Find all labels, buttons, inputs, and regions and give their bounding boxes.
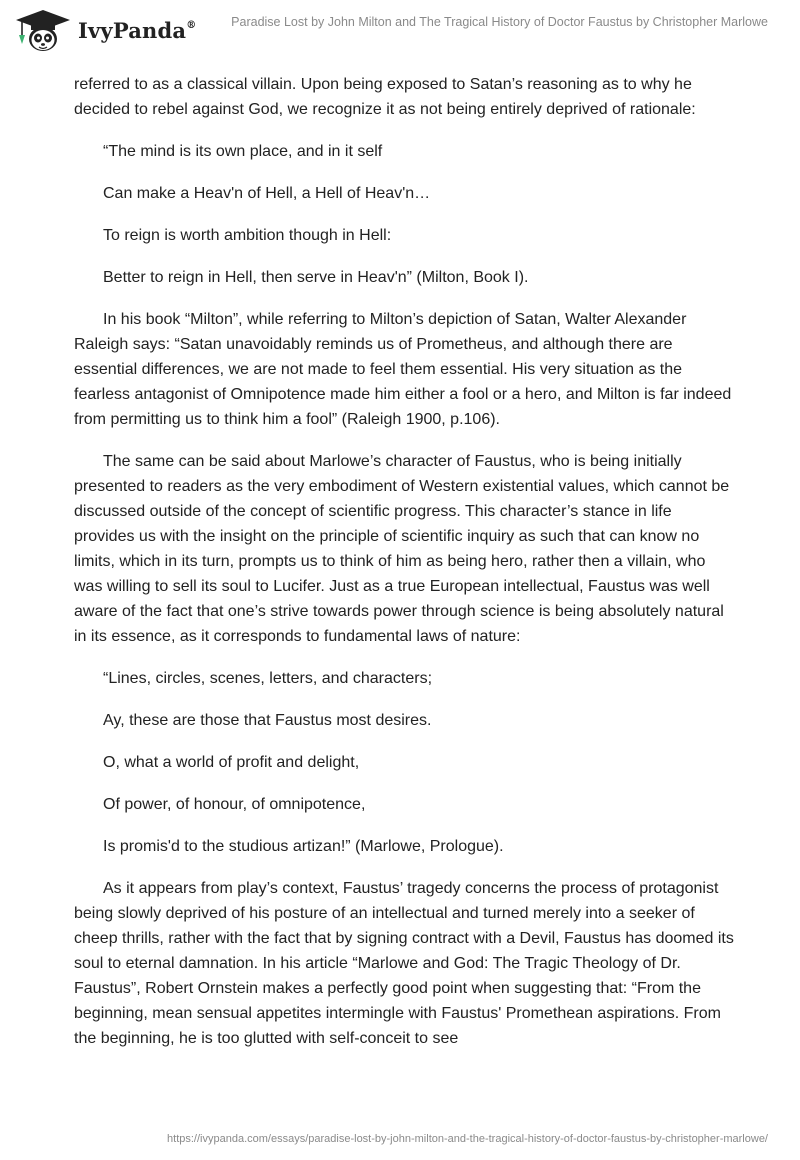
- page-header: [0, 0, 800, 64]
- source-url[interactable]: https://ivypanda.com/essays/paradise-lost-by-john-milton-and-the-tragical-history-of-doctor-faustus-by-christopher-marlowe/: [167, 1133, 768, 1145]
- panda-graduate-icon: [14, 8, 72, 52]
- quote-line: To reign is worth ambition though in Hell:: [103, 227, 392, 244]
- paragraph: In his book “Milton”, while referring to Milton’s depiction of Satan, Walter Alexander Raleigh says: “Satan unavoidably reminds us of Prometheus, and although there are essential differences, we are not made to feel them essential. His very situation as the fearless antagonist of Omnipotence made him either a fool or a hero, and Milton is far indeed from permitting us to think him a fool” (Raleigh 1900, p.106).: [74, 311, 732, 428]
- quote-line: Is promis'd to the studious artizan!” (Marlowe, Prologue).: [103, 838, 504, 855]
- brand-name: IvyPanda®: [78, 17, 197, 43]
- quote-line: O, what a world of profit and delight,: [103, 754, 360, 771]
- ivypanda-logo[interactable]: [14, 8, 196, 52]
- essay-body: [74, 72, 734, 1068]
- quote-line: Can make a Heav'n of Hell, a Hell of Heav'n…: [103, 185, 431, 202]
- quote-line: “The mind is its own place, and in it self: [103, 143, 383, 160]
- quote-line: Of power, of honour, of omnipotence,: [103, 796, 366, 813]
- document-title: Paradise Lost by John Milton and The Tragical History of Doctor Faustus by Christopher Marlowe: [231, 15, 768, 29]
- quote-line: “Lines, circles, scenes, letters, and characters;: [103, 670, 433, 687]
- quote-line: Better to reign in Hell, then serve in Heav'n” (Milton, Book I).: [103, 269, 529, 286]
- paragraph: As it appears from play’s context, Faustus’ tragedy concerns the process of protagonist being slowly deprived of his posture of an intellectual and turned merely into a seeker of cheep thrills, rather with the fact that by signing contract with a Devil, Faustus has doomed its soul to eternal damnation. In his article “Marlowe and God: The Tragic Theology of Dr. Faustus”, Robert Ornstein makes a perfectly good point when suggesting that: “From the beginning, mean sensual appetites intermingle with Faustus' Promethean aspirations. From the beginning, he is too glutted with self-conceit to see: [74, 880, 734, 1047]
- paragraph: The same can be said about Marlowe’s character of Faustus, who is being initially presented to readers as the very embodiment of Western existential values, which cannot be discussed outside of the concept of scientific progress. This character’s stance in life provides us with the insight on the principle of scientific inquiry as such that can know no limits, which in its turn, prompts us to think of him as being hero, rather then a villain, who was willing to sell its soul to Lucifer. Just as a true European intellectual, Faustus was well aware of the fact that one’s strive towards power through science is being absolutely natural in its essence, as it corresponds to fundamental laws of nature:: [74, 453, 730, 645]
- quote-line: Ay, these are those that Faustus most desires.: [103, 712, 432, 729]
- paragraph: referred to as a classical villain. Upon being exposed to Satan’s reasoning as to why he decided to rebel against God, we recognize it as not being entirely deprived of rationale:: [74, 76, 696, 118]
